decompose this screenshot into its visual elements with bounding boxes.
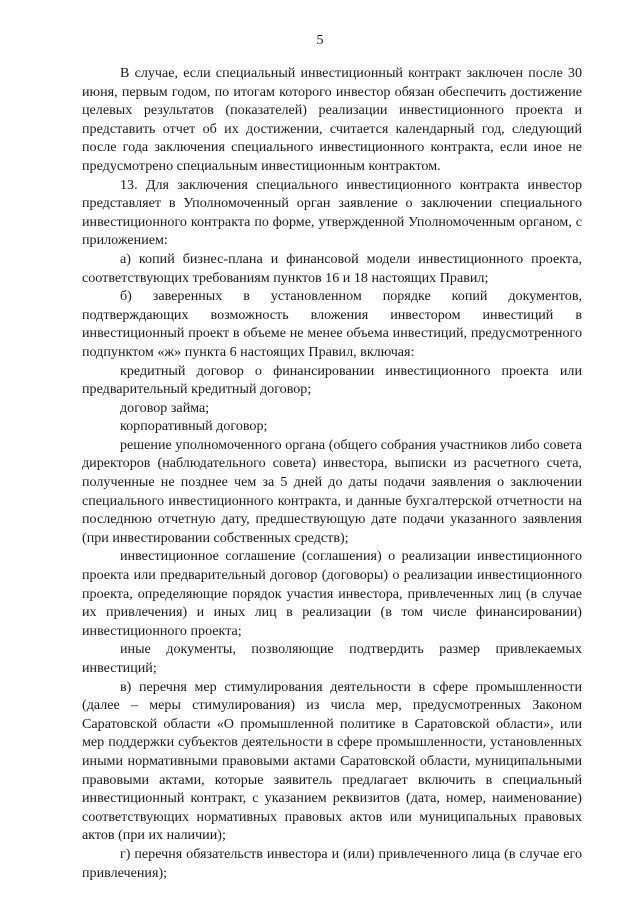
paragraph-b-certified-copies: б) заверенных в установленном порядке копий документов, подтверждающих возможность вложения инвестором инвестиций в инвестиционный проект в объеме не менее объема инвестиций, предусмотренного подпунктом «ж» пункта 6 настоящих Правил, включая: <box>82 288 582 360</box>
paragraph-contract-first-year: В случае, если специальный инвестиционный контракт заключен после 30 июня, первым годом, по итогам которого инвестор обязан обеспечить достижение целевых результатов (показателей) реализации инвестиционного проекта и представить отчет об их достижении, считается календарный год, следующий после года заключения специального инвестиционного контракта, если иное не предусмотрено специальным инвестиционным контрактом. <box>82 65 582 174</box>
paragraph-g-investor-obligations: г) перечня обязательств инвестора и (или) привлеченного лица (в случае его привлечения); <box>82 845 582 881</box>
paragraph-credit-agreement: кредитный договор о финансировании инвестиционного проекта или предварительный кредитный договор; <box>82 362 582 398</box>
paragraph-v-incentive-measures: в) перечня мер стимулирования деятельности в сфере промышленности (далее – меры стимулирования) из числа мер, предусмотренных Законом Саратовской области «О промышленной политике в Саратовской области», или мер поддержки субъектов деятельности в сфере промышленности, установленных иными нормативными правовыми актами Саратовской области, муниципальными правовыми актами, которые заявитель предлагает включить в специальный инвестиционный контракт, с указанием реквизитов (дата, номер, наименование) соответствующих нормативных правовых актов или муниципальных правовых актов (при их наличии); <box>82 678 582 844</box>
paragraph-corporate-agreement: корпоративный договор; <box>120 418 268 435</box>
document-body <box>82 64 582 882</box>
page-number: 5 <box>316 33 324 48</box>
paragraph-a-business-plan: а) копий бизнес-плана и финансовой модели инвестиционного проекта, соответствующих требованиям пунктов 16 и 18 настоящих Правил; <box>82 250 582 286</box>
paragraph-loan-agreement: договор займа; <box>120 399 210 416</box>
paragraph-13-application: 13. Для заключения специального инвестиционного контракта инвестор представляет в Уполномоченный орган заявление о заключении специального инвестиционного контракта по форме, утвержденной Уполномоченным органом, с приложением: <box>82 176 582 249</box>
paragraph-other-documents: иные документы, позволяющие подтвердить размер привлекаемых инвестиций; <box>82 641 582 676</box>
paragraph-board-decision: решение уполномоченного органа (общего собрания участников либо совета директоров (наблюдательного совета) инвестора, выписки из расчетного счета, полученные не позднее чем за 5 дней до даты подачи заявления о заключении специального инвестиционного контракта, и данные бухгалтерской отчетности на последнюю отчетную дату, предшествующую дате подачи указанного заявления (при инвестировании собственных средств); <box>82 436 582 546</box>
paragraph-investment-agreement: инвестиционное соглашение (соглашения) о реализации инвестиционного проекта или предварительный договор (договоры) о реализации инвестиционного проекта, определяющие порядок участия инвестора, привлеченных лиц (в случае их привлечения) и иных лиц в реализации (в том числе финансировании) инвестиционного проекта; <box>82 548 582 639</box>
